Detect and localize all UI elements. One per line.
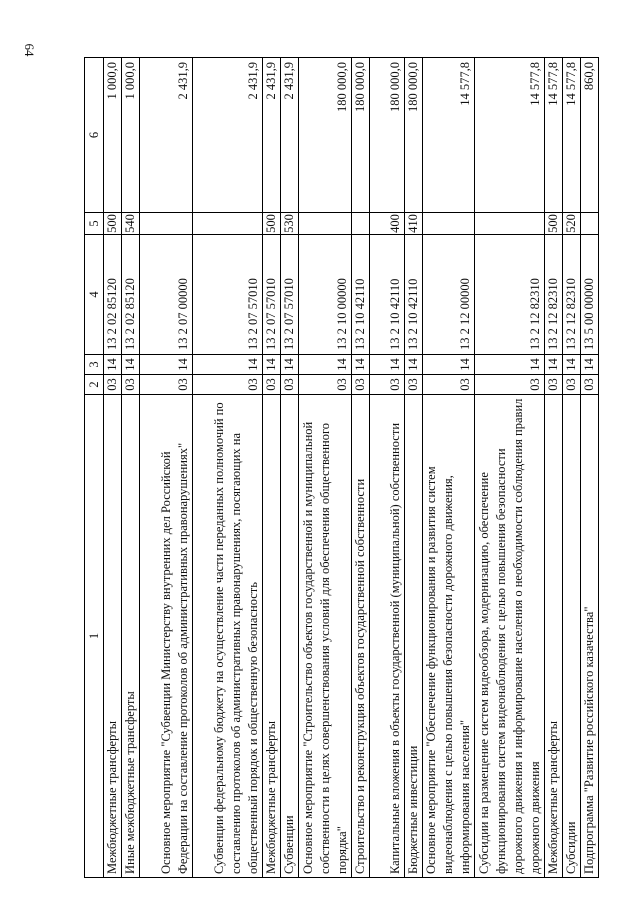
cell-c3: 14 bbox=[122, 355, 140, 375]
table-row bbox=[581, 58, 599, 878]
cell-c2: 03 bbox=[122, 375, 140, 395]
cell-c3: 14 bbox=[475, 355, 545, 375]
cell-c2: 03 bbox=[581, 375, 599, 395]
cell-c5: 520 bbox=[563, 213, 581, 235]
cell-name: Субвенции федеральному бюджету на осуществление части переданных полномочий по составлению протоколов об административных правонарушениях, посягающих на общественный порядок и общественную безопасность bbox=[193, 395, 263, 878]
cell-name: Строительство и реконструкция объектов государственной собственности bbox=[352, 395, 370, 878]
cell-c5 bbox=[423, 213, 475, 235]
cell-c5: 500 bbox=[263, 213, 281, 235]
cell-c2: 03 bbox=[370, 375, 405, 395]
cell-c2: 03 bbox=[423, 375, 475, 395]
table-row bbox=[423, 58, 475, 878]
table-row bbox=[104, 58, 122, 878]
header-cell: 6 bbox=[85, 58, 104, 213]
cell-c6: 180 000,0 bbox=[352, 58, 370, 213]
cell-c5 bbox=[140, 213, 193, 235]
table-row bbox=[281, 58, 299, 878]
table-row bbox=[122, 58, 140, 878]
cell-name: Капитальные вложения в объекты государственной (муниципальной) собственности bbox=[370, 395, 405, 878]
cell-name: Бюджетные инвестиции bbox=[405, 395, 423, 878]
table-row bbox=[545, 58, 563, 878]
cell-c4: 13 2 02 85120 bbox=[122, 235, 140, 355]
cell-c2: 03 bbox=[263, 375, 281, 395]
cell-c2: 03 bbox=[352, 375, 370, 395]
cell-name: Субвенции bbox=[281, 395, 299, 878]
table-row bbox=[352, 58, 370, 878]
cell-name: Основное мероприятие "Субвенции Министерству внутренних дел Российской Федерации на составление протоколов об административных правонарушениях" bbox=[140, 395, 193, 878]
cell-c6: 2 431,9 bbox=[263, 58, 281, 213]
cell-c4: 13 2 10 00000 bbox=[299, 235, 352, 355]
cell-c4: 13 2 07 57010 bbox=[263, 235, 281, 355]
cell-c2: 03 bbox=[405, 375, 423, 395]
cell-c5 bbox=[352, 213, 370, 235]
cell-c5: 540 bbox=[122, 213, 140, 235]
cell-name: Межбюджетные трансферты bbox=[104, 395, 122, 878]
rotated-page-content bbox=[84, 58, 596, 878]
cell-c3: 14 bbox=[104, 355, 122, 375]
cell-c4: 13 2 10 42110 bbox=[405, 235, 423, 355]
cell-c6: 2 431,9 bbox=[193, 58, 263, 213]
cell-c4: 13 2 12 82310 bbox=[563, 235, 581, 355]
cell-c5: 500 bbox=[104, 213, 122, 235]
cell-c5: 410 bbox=[405, 213, 423, 235]
cell-c3: 14 bbox=[299, 355, 352, 375]
cell-c6: 2 431,9 bbox=[140, 58, 193, 213]
cell-c3: 14 bbox=[423, 355, 475, 375]
cell-name: Субсидии на размещение систем видеообзора, модернизацию, обеспечение функционирования систем видеонаблюдения с целью повышения безопасности дорожного движения и информирование населения о необходимости соблюдения правил дорожного движения bbox=[475, 395, 545, 878]
cell-c3: 14 bbox=[545, 355, 563, 375]
cell-c4: 13 5 00 00000 bbox=[581, 235, 599, 355]
cell-c5: 500 bbox=[545, 213, 563, 235]
cell-c4: 13 2 12 82310 bbox=[545, 235, 563, 355]
cell-c5 bbox=[581, 213, 599, 235]
header-cell: 1 bbox=[85, 395, 104, 878]
cell-name: Межбюджетные трансферты bbox=[263, 395, 281, 878]
cell-c6: 180 000,0 bbox=[405, 58, 423, 213]
cell-c3: 14 bbox=[140, 355, 193, 375]
table-row bbox=[370, 58, 405, 878]
cell-c4: 13 2 07 57010 bbox=[193, 235, 263, 355]
header-row bbox=[85, 58, 104, 878]
header-cell: 2 bbox=[85, 375, 104, 395]
cell-c5: 530 bbox=[281, 213, 299, 235]
cell-c3: 14 bbox=[581, 355, 599, 375]
cell-c6: 14 577,8 bbox=[475, 58, 545, 213]
cell-c5 bbox=[475, 213, 545, 235]
cell-c6: 14 577,8 bbox=[423, 58, 475, 213]
cell-name: Субсидии bbox=[563, 395, 581, 878]
cell-c3: 14 bbox=[352, 355, 370, 375]
table-row bbox=[140, 58, 193, 878]
cell-name: Основное мероприятие "Строительство объектов государственной и муниципальной собственности в целях совершенствования условий для обеспечения общественного порядка" bbox=[299, 395, 352, 878]
header-cell: 3 bbox=[85, 355, 104, 375]
cell-c2: 03 bbox=[104, 375, 122, 395]
cell-c3: 14 bbox=[405, 355, 423, 375]
table-row bbox=[475, 58, 545, 878]
cell-c2: 03 bbox=[193, 375, 263, 395]
cell-c5 bbox=[299, 213, 352, 235]
cell-c3: 14 bbox=[263, 355, 281, 375]
cell-c4: 13 2 12 00000 bbox=[423, 235, 475, 355]
cell-c4: 13 2 07 57010 bbox=[281, 235, 299, 355]
cell-c6: 14 577,8 bbox=[563, 58, 581, 213]
cell-c3: 14 bbox=[281, 355, 299, 375]
cell-c2: 03 bbox=[140, 375, 193, 395]
cell-c3: 14 bbox=[370, 355, 405, 375]
cell-name: Основное мероприятие "Обеспечение функционирования и развития систем видеонаблюдения с целью повышения безопасности дорожного движения, информирования населения" bbox=[423, 395, 475, 878]
cell-c4: 13 2 12 82310 bbox=[475, 235, 545, 355]
cell-c6: 14 577,8 bbox=[545, 58, 563, 213]
cell-name: Иные межбюджетные трансферты bbox=[122, 395, 140, 878]
cell-c6: 1 000,0 bbox=[122, 58, 140, 213]
cell-c4: 13 2 02 85120 bbox=[104, 235, 122, 355]
table-row bbox=[299, 58, 352, 878]
cell-c3: 14 bbox=[193, 355, 263, 375]
cell-c2: 03 bbox=[475, 375, 545, 395]
cell-c6: 180 000,0 bbox=[370, 58, 405, 213]
cell-c5: 400 bbox=[370, 213, 405, 235]
header-cell: 5 bbox=[85, 213, 104, 235]
cell-c6: 1 000,0 bbox=[104, 58, 122, 213]
table-row bbox=[405, 58, 423, 878]
cell-name: Межбюджетные трансферты bbox=[545, 395, 563, 878]
cell-c3: 14 bbox=[563, 355, 581, 375]
cell-c5 bbox=[193, 213, 263, 235]
cell-c2: 03 bbox=[299, 375, 352, 395]
table-row bbox=[263, 58, 281, 878]
cell-c2: 03 bbox=[563, 375, 581, 395]
table-row bbox=[193, 58, 263, 878]
cell-c4: 13 2 07 00000 bbox=[140, 235, 193, 355]
budget-table bbox=[84, 57, 599, 878]
cell-c2: 03 bbox=[281, 375, 299, 395]
cell-c2: 03 bbox=[545, 375, 563, 395]
cell-c6: 860,0 bbox=[581, 58, 599, 213]
cell-name: Подпрограмма "Развитие российского казачества" bbox=[581, 395, 599, 878]
table-row bbox=[563, 58, 581, 878]
header-cell: 4 bbox=[85, 235, 104, 355]
cell-c6: 2 431,9 bbox=[281, 58, 299, 213]
cell-c6: 180 000,0 bbox=[299, 58, 352, 213]
cell-c4: 13 2 10 42110 bbox=[352, 235, 370, 355]
cell-c4: 13 2 10 42110 bbox=[370, 235, 405, 355]
page-number: 64 bbox=[22, 43, 37, 57]
